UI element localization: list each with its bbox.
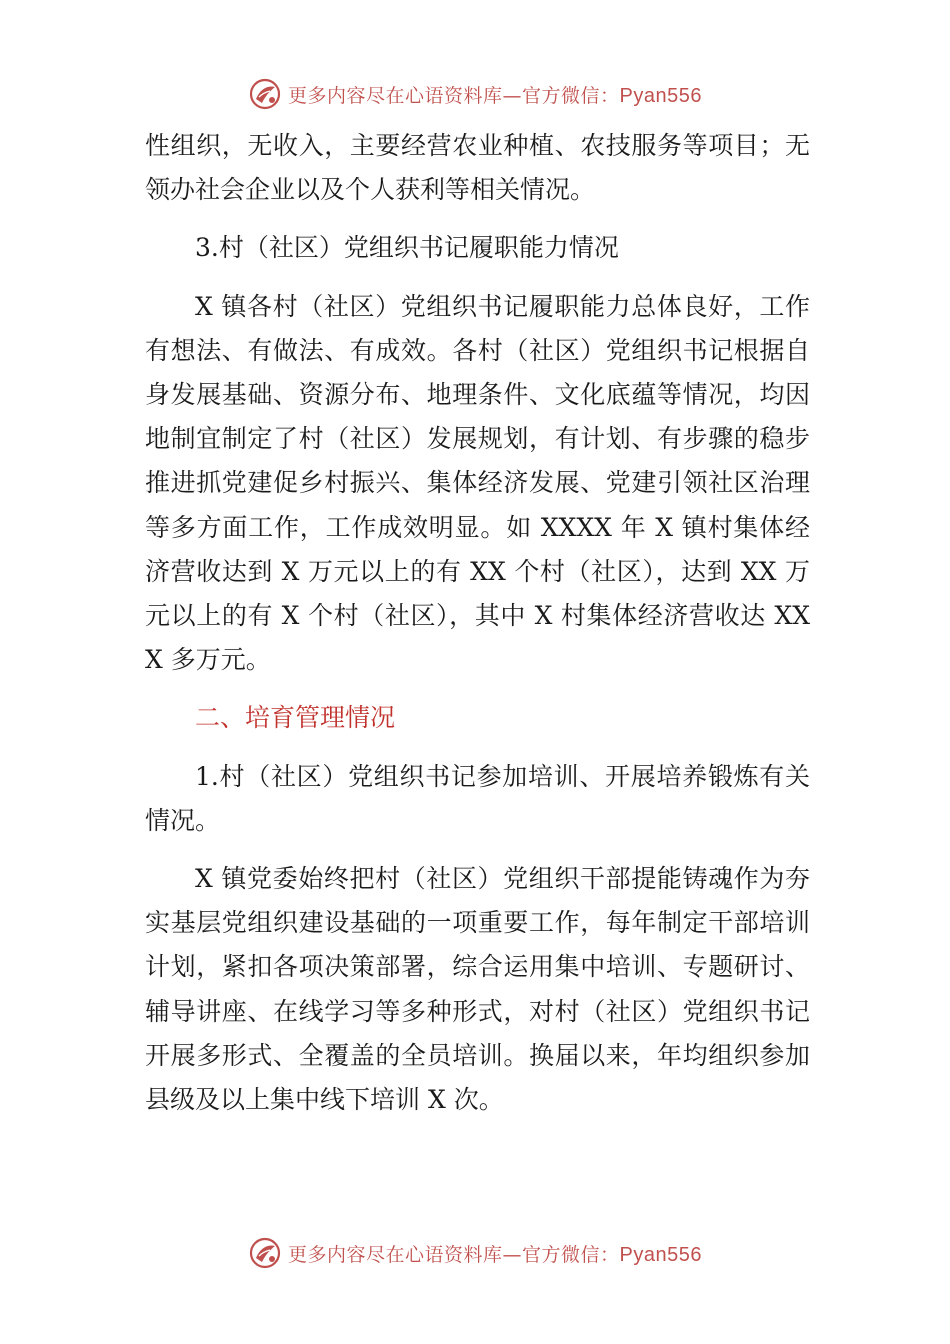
wechat-handle: Pyan556 — [619, 84, 702, 107]
brand-text: 更多内容尽在心语资料库—官方微信：Pyan556 — [288, 84, 702, 107]
footer-watermark — [0, 1233, 950, 1273]
paragraph-training: X 镇党委始终把村（社区）党组织干部提能铸魂作为夯实基层党组织建设基础的一项重要工作，每年制定干部培训计划，紧扣各项决策部署，综合运用集中培训、专题研讨、辅导讲座、在线学习等多种形式，对村（社区）党组织书记开展多形式、全覆盖的全员培训。换届以来，年均组织参加县级及以上集中线下培训 X 次。 — [145, 864, 810, 1115]
brand-logo-icon — [248, 77, 282, 111]
document-body — [145, 124, 810, 1122]
section-heading-training: 二、培育管理情况 — [195, 703, 396, 733]
subheading-training: 1.村（社区）党组织书记参加培训、开展培养锻炼有关情况。 — [145, 761, 810, 835]
wechat-handle: Pyan556 — [619, 1243, 702, 1266]
header-watermark — [0, 74, 950, 114]
brand-text: 更多内容尽在心语资料库—官方微信：Pyan556 — [288, 1243, 702, 1266]
paragraph-duty-ability: X 镇各村（社区）党组织书记履职能力总体良好，工作有想法、有做法、有成效。各村（社区）党组织书记根据自身发展基础、资源分布、地理条件、文化底蕴等情况，均因地制宜制定了村（社区）发展规划，有计划、有步骤的稳步推进抓党建促乡村振兴、集体经济发展、党建引领社区治理等多方面工作，工作成效明显。如 XXXX 年 X 镇村集体经济营收达到 X 万元以上的有 XX 个村（社区），达到 XX 万元以上的有 X 个村（社区），其中 X 村集体经济营收达 XXX 多万元。 — [145, 291, 810, 675]
paragraph-continued: 性组织，无收入，主要经营农业种植、农技服务等项目；无领办社会企业以及个人获利等相关情况。 — [145, 131, 810, 205]
subheading-duty-ability: 3.村（社区）党组织书记履职能力情况 — [195, 233, 619, 263]
brand-logo-icon — [248, 1236, 282, 1270]
